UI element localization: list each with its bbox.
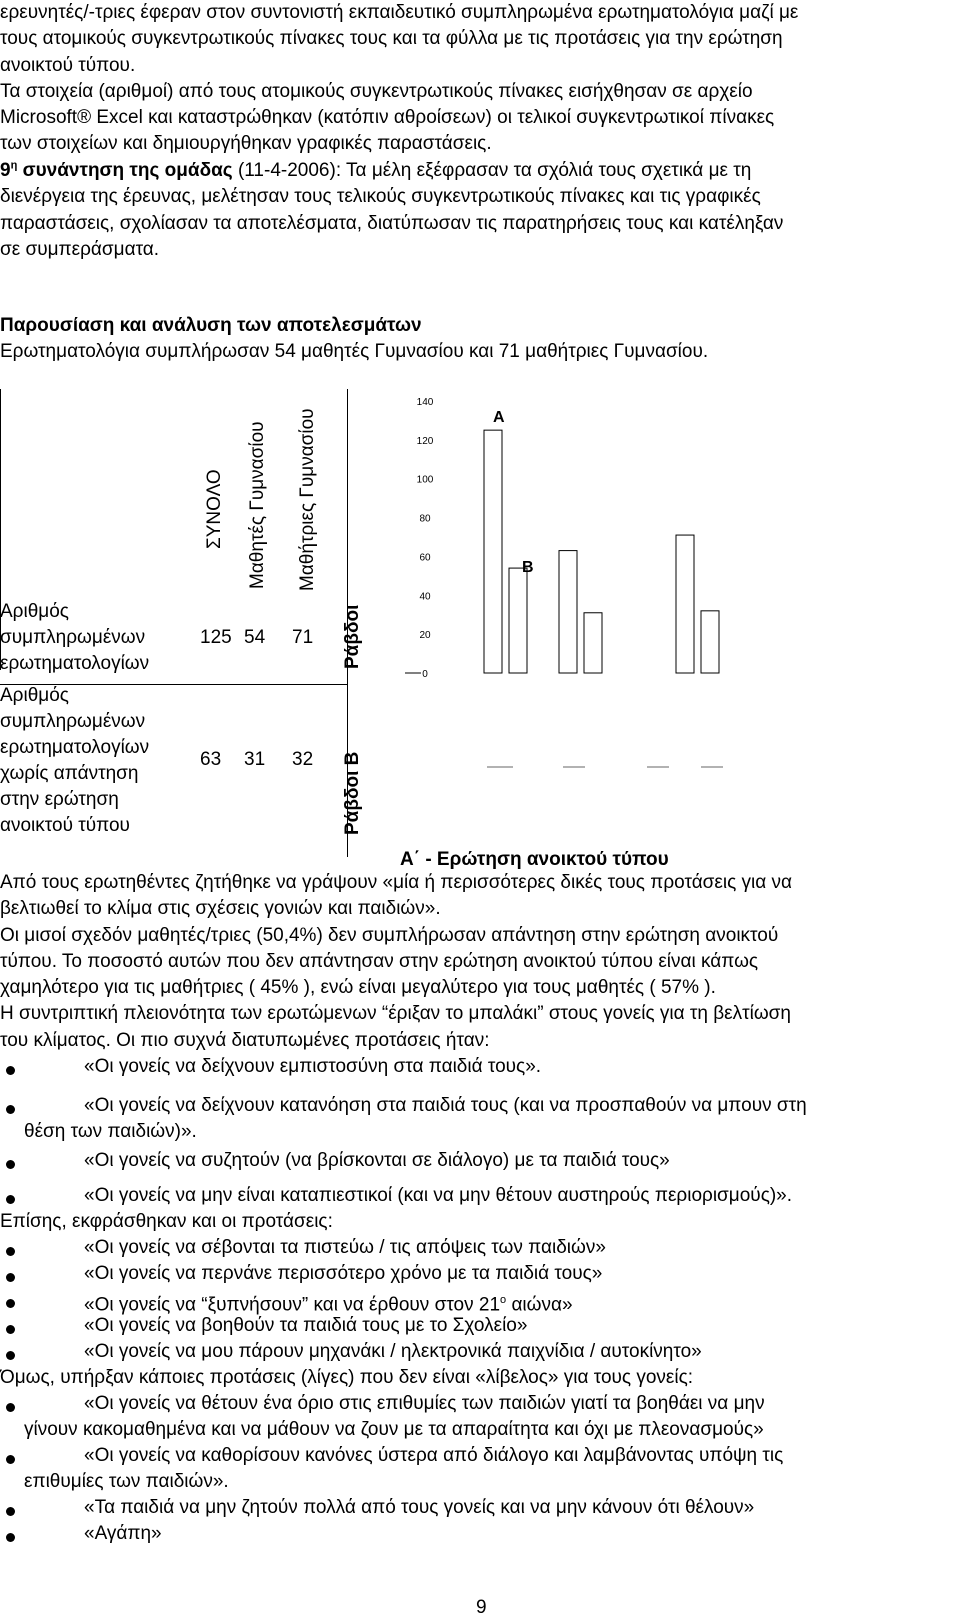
bullet-text: «Οι γονείς να δείχνουν εμπιστοσύνη στα παιδιά τους». (84, 1056, 542, 1077)
bullet-text: «Οι γονείς να “ξυπνήσουν” και να έρθουν στον $21^o$ αιώνα» (84, 1294, 573, 1316)
y-tick-label: 140 (416, 397, 434, 408)
bullet-text: «Οι γονείς να περνάνε περισσότερο χρόνο με τα παιδιά τους» (84, 1263, 603, 1284)
bar-b3 (701, 611, 719, 673)
row2-label: Αριθμός συμπληρωμένων ερωτηματολογίων χωρίς απάντηση στην ερώτηση ανοικτού τύπου (0, 685, 150, 836)
intro-line: τους ατομικούς συγκεντρωτικούς πίνακες τους και τα φύλλα με τις προτάσεις για την ερώτηση (0, 28, 783, 50)
results-table (0, 389, 363, 857)
bullet-text: «Οι γονείς να μου πάρουν μηχανάκι / ηλεκτρονικά παιχνίδια / αυτοκίνητο» (84, 1341, 702, 1362)
meeting-line: παραστάσεις, σχολίασαν τα αποτελέσματα, διατύπωσαν τις παρατηρήσεις τους και κατέληξαν (0, 212, 784, 234)
y-tick-label: 80 (419, 513, 431, 525)
bar-b2 (584, 613, 602, 673)
y-tick-label: 60 (419, 552, 431, 564)
bar-a3 (676, 535, 694, 673)
bullet-text: «Οι γονείς να σέβονται τα πιστεύω / τις απόψεις των παιδιών» (84, 1237, 606, 1258)
meeting-paragraph (0, 158, 950, 263)
bullet-text: «Οι γονείς να βοηθούν τα παιδιά τους με το Σχολείο» (84, 1315, 528, 1336)
row1-label: Αριθμός συμπληρωμένων ερωτηματολογίων (0, 601, 150, 674)
y-tick-label: 40 (419, 591, 431, 603)
bullet-text: επιθυμίες των παιδιών». (24, 1471, 229, 1492)
y-tick-label: 120 (416, 435, 434, 447)
bullet-text: «Οι γονείς να καθορίσουν κανόνες ύστερα από διάλογο και λαμβάνοντας υπόψη τις (84, 1445, 784, 1466)
bullet-text: γίνουν κακομαθημένα και να μάθουν να ζουν με τα απαραίτητα και όχι με πλεονασμούς» (24, 1419, 764, 1440)
meeting-sup: η (10, 159, 18, 172)
header-boys: Μαθητές Γυμνασίου (247, 421, 268, 589)
bullet-text: «Οι γονείς να μην είναι καταπιεστικοί (και να μην θέτουν αυστηρούς περιορισμούς)». (84, 1185, 793, 1206)
section-title: Παρουσίαση και ανάλυση των αποτελεσμάτων (0, 315, 422, 336)
bar-a1 (484, 430, 502, 673)
bullet-text: «Οι γονείς να θέτουν ένα όριο στις επιθυμίες των παιδιών γιατί τα βοηθάει να μην (84, 1393, 765, 1414)
bullet-text: «Οι γονείς να συζητούν (να βρίσκονται σε διάλογο) με τα παιδιά τους» (84, 1150, 670, 1171)
page-number: 9 (476, 1597, 487, 1618)
table-border (0, 389, 1, 610)
section-subtitle: Ερωτηματολόγια συμπλήρωσαν 54 μαθητές Γυμνασίου και 71 μαθήτριες Γυμνασίου. (0, 341, 709, 362)
bar-b1 (559, 551, 577, 673)
row1-boys: 54 (244, 627, 266, 648)
bullet-icon (6, 1273, 15, 1282)
bar-chart (395, 389, 760, 849)
bullet-icon (6, 1066, 15, 1075)
series-label-a: A (493, 409, 505, 426)
bullet-icon (6, 1351, 15, 1360)
bullet-icon (6, 1299, 15, 1308)
y-tick-label: 100 (416, 474, 434, 486)
intro-line: των στοιχείων και δημιουργήθηκαν γραφικές παραστάσεις. (0, 133, 492, 155)
row2-total: 63 (200, 749, 222, 770)
intro-line: Microsoft® Excel και καταστρώθηκαν (κατόπιν αθροίσεων) οι τελικοί συγκεντρωτικοί πίνακες (0, 107, 775, 129)
row2-girls: 32 (292, 749, 314, 770)
intro-text (0, 0, 950, 158)
bullet-icon (6, 1507, 15, 1516)
meeting-line: (11-4-2006): Τα μέλη εξέφρασαν τα σχόλιά τους σχετικά με τη (237, 160, 752, 181)
bullet-icon (6, 1160, 15, 1169)
bullet-icon (6, 1533, 15, 1542)
however-text: Όμως, υπήρξαν κάποιες προτάσεις (λίγες) που δεν είναι «λίβελος» για τους γονείς: (0, 1367, 694, 1388)
bullet-icon (6, 1105, 15, 1114)
bar-a2 (509, 568, 527, 673)
bullet-icon (6, 1325, 15, 1334)
bullet-text: «Τα παιδιά να μην ζητούν πολλά από τους γονείς και να μην κάνουν ότι θέλουν» (84, 1497, 755, 1518)
bullet-text: «Οι γονείς να δείχνουν κατανόηση στα παιδιά τους (και να προσπαθούν να μπουν στη (84, 1095, 807, 1116)
side-label-b: Ράβδοι Β (342, 751, 363, 835)
chart-svg (395, 389, 760, 849)
meeting-heading: συνάντηση της ομάδας (22, 160, 233, 181)
meeting-number: 9 (0, 160, 11, 181)
y-tick-label: 0 (422, 669, 428, 680)
row1-total: 125 (200, 627, 232, 648)
bullet-icon (6, 1455, 15, 1464)
y-tick-label: 20 (419, 630, 431, 642)
also-text: Επίσης, εκφράσθηκαν και οι προτάσεις: (0, 1211, 333, 1232)
bullet-icon (6, 1195, 15, 1204)
bullet-text: «Αγάπη» (84, 1523, 162, 1544)
intro-line: Τα στοιχεία (αριθμοί) από τους ατομικούς συγκεντρωτικούς πίνακες εισήχθησαν σε αρχείο (0, 80, 753, 102)
series-label-b: B (522, 559, 534, 576)
intro-line: ερευνητές/-τριες έφεραν στον συντονιστή εκπαιδευτικό συμπληρωμένα ερωτηματολόγια μαζί με (0, 2, 799, 23)
bullet-icon (6, 1247, 15, 1256)
meeting-line: σε συμπεράσματα. (0, 238, 160, 260)
body-paragraph: Από τους ερωτηθέντες ζητήθηκε να γράψουν «μία ή περισσότερες δικές τους προτάσεις για να βελτιωθεί το κλίμα στις σχέσεις γονιών και παιδιών». Οι μισοί σχεδόν μαθητές/τριες (50,4%) δεν συμπλήρωσαν απάντηση στην ερώτηση ανοικτού τύπου. Το ποσοστό αυτών που δεν απάντησαν στην ερώτηση ανοικτού τύπου είναι κάπως χαμηλότερο για τις μαθήτριες ( 45% ), ενώ είναι μεγαλύτερο για τους μαθητές ( 57% ). Η συντριπτική πλειονότητα των ερωτώμενων “έριξαν το μπαλάκι” στους γονείς για τη βελτίωση του κλίματος. Οι πιο συχνά διατυπωμένες προτάσεις ήταν: (0, 872, 792, 1051)
bullet-text: θέση των παιδιών)». (24, 1121, 197, 1142)
intro-line: ανοικτού τύπου. (0, 54, 136, 76)
meeting-line: διενέργεια της έρευνας, μελέτησαν τους τελικούς συγκεντρωτικούς πίνακες και τις γραφικές (0, 186, 761, 208)
chart-caption: Α΄ - Ερώτηση ανοικτού τύπου (400, 849, 669, 870)
row1-girls: 71 (292, 627, 314, 648)
side-label-a: Ράβδοι (342, 604, 363, 669)
header-girls: Μαθήτριες Γυμνασίου (297, 408, 318, 591)
row2-boys: 31 (244, 749, 266, 770)
bullet-icon (6, 1403, 15, 1412)
header-total: ΣΥΝΟΛΟ (204, 469, 225, 549)
